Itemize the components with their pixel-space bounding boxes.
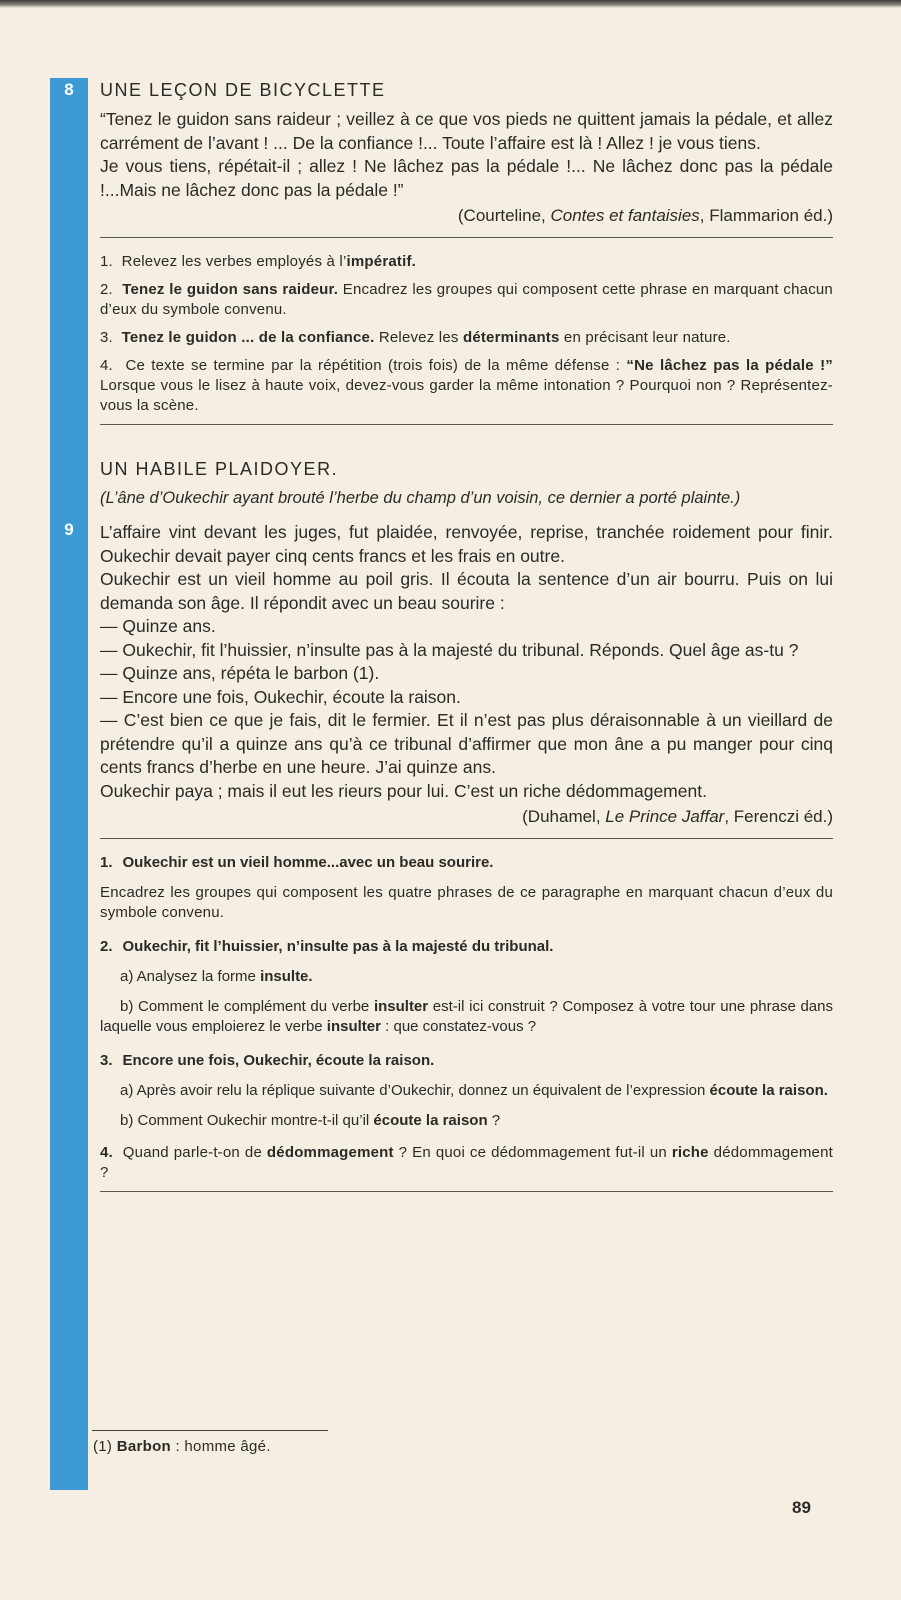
- question-9-1-heading: 1. Oukechir est un vieil homme...avec un beau sourire.: [100, 854, 494, 871]
- text-paragraph: Je vous tiens, répétait-il ; allez ! Ne lâchez pas la pédale !... Ne lâchez donc pas la pédale !...Mais ne lâchez donc pas la pédale !”: [100, 156, 833, 200]
- dialogue-line: — C’est bien ce que je fais, dit le fermier. Et il n’est pas plus déraisonnable à un vieillard de prétendre qu’il a quinze ans qu’à ce tribunal d’affirmer que mon âne a pu manger pour cinq cents francs d’herbe en une heure. J’ai quinze ans.: [100, 710, 833, 777]
- exercise-9-number: 9: [64, 520, 74, 539]
- source-title: Contes et fantaisies: [550, 206, 700, 225]
- text-paragraph: Oukechir est un vieil homme au poil gris. Il écouta la sentence d’un air bourru. Puis on lui demanda son âge. Il répondit avec un beau sourire :: [100, 569, 833, 613]
- exercise-8-title: UNE LEÇON DE BICYCLETTE: [100, 80, 386, 100]
- exercise-8-number: 8: [64, 80, 74, 99]
- source-author: (Duhamel,: [522, 807, 606, 826]
- source-title: Le Prince Jaffar: [605, 807, 725, 826]
- exercise-9-title: UN HABILE PLAIDOYER.: [100, 459, 339, 479]
- question-8-2: 2. Tenez le guidon sans raideur. Encadrez les groupes qui composent cette phrase en marquant chacun d’eux du symbole convenu.: [100, 281, 833, 318]
- dialogue-line: — Encore une fois, Oukechir, écoute la raison.: [100, 686, 461, 707]
- page-number: 89: [792, 1498, 811, 1517]
- footnote-divider: [92, 1430, 328, 1431]
- question-9-4: 4. Quand parle-t-on de dédommagement ? En quoi ce dédommagement fut-il un riche dédommagement ?: [100, 1144, 833, 1181]
- exercise-9-intro: (L’âne d’Oukechir ayant brouté l’herbe du champ d’un voisin, ce dernier a porté plainte.): [100, 489, 741, 507]
- question-9-3a: a) Après avoir relu la réplique suivante d’Oukechir, donnez un équivalent de l’expression écoute la raison.: [120, 1082, 828, 1099]
- text-paragraph: L’affaire vint devant les juges, fut plaidée, renvoyée, reprise, tranchée roidement pour finir. Oukechir devait payer cinq cents francs et les frais en outre.: [100, 522, 833, 566]
- page-top-edge: [0, 0, 901, 8]
- exercise-9: [100, 457, 833, 1192]
- exercise-8: [100, 78, 833, 425]
- dialogue-line: — Quinze ans.: [100, 616, 216, 636]
- question-8-1: 1. Relevez les verbes employés à l’impératif.: [100, 253, 417, 270]
- question-9-1-body: Encadrez les groupes qui composent les quatre phrases de ce paragraphe en marquant chacun d’eux du symbole convenu.: [100, 884, 833, 921]
- source-author: (Courteline,: [457, 206, 551, 225]
- question-9-3b: b) Comment Oukechir montre-t-il qu’il écoute la raison ?: [120, 1112, 501, 1129]
- divider: [100, 1191, 833, 1192]
- question-9-2b: b) Comment le complément du verbe insulter est-il ici construit ? Composez à votre tour une phrase dans laquelle vous emploierez le verbe insulter : que constatez-vous ?: [100, 998, 833, 1035]
- source-publisher: , Ferenczi éd.): [724, 807, 833, 826]
- dialogue-line: — Quinze ans, répéta le barbon (1).: [100, 663, 380, 683]
- question-9-3-heading: 3. Encore une fois, Oukechir, écoute la raison.: [100, 1052, 435, 1069]
- exercise-9-text: [100, 521, 833, 803]
- footnote: (1) Barbon : homme âgé.: [93, 1438, 271, 1455]
- page-content: [100, 78, 833, 1206]
- question-8-3: 3. Tenez le guidon ... de la confiance. Relevez les déterminants en précisant leur nature.: [100, 329, 731, 346]
- question-9-2a: a) Analysez la forme insulte.: [120, 968, 313, 985]
- divider: [100, 424, 833, 425]
- question-9-2-heading: 2. Oukechir, fit l’huissier, n’insulte pas à la majesté du tribunal.: [100, 938, 554, 955]
- exercise-8-text: [100, 108, 833, 202]
- exercise-9-source: [100, 805, 833, 828]
- dialogue-line: — Oukechir, fit l’huissier, n’insulte pas à la majesté du tribunal. Réponds. Quel âge as-tu ?: [100, 639, 799, 660]
- question-8-4: 4. Ce texte se termine par la répétition (trois fois) de la même défense : “Ne lâchez pas la pédale !” Lorsque vous le lisez à haute voix, devez-vous garder la même intonation ? Pourquoi non ? Représentez-vous la scène.: [100, 357, 833, 414]
- blue-margin-bar: [50, 78, 88, 1490]
- divider: [100, 838, 833, 839]
- text-paragraph: Oukechir paya ; mais il eut les rieurs pour lui. C’est un riche dédommagement.: [100, 780, 707, 801]
- source-publisher: , Flammarion éd.): [699, 206, 833, 225]
- divider: [100, 237, 833, 238]
- text-paragraph: “Tenez le guidon sans raideur ; veillez à ce que vos pieds ne quittent jamais la pédale, et allez carrément de l’avant ! ... De la confiance !... Toute l’affaire est là ! Allez ! je vous tiens.: [100, 109, 833, 153]
- exercise-8-source: [100, 204, 833, 227]
